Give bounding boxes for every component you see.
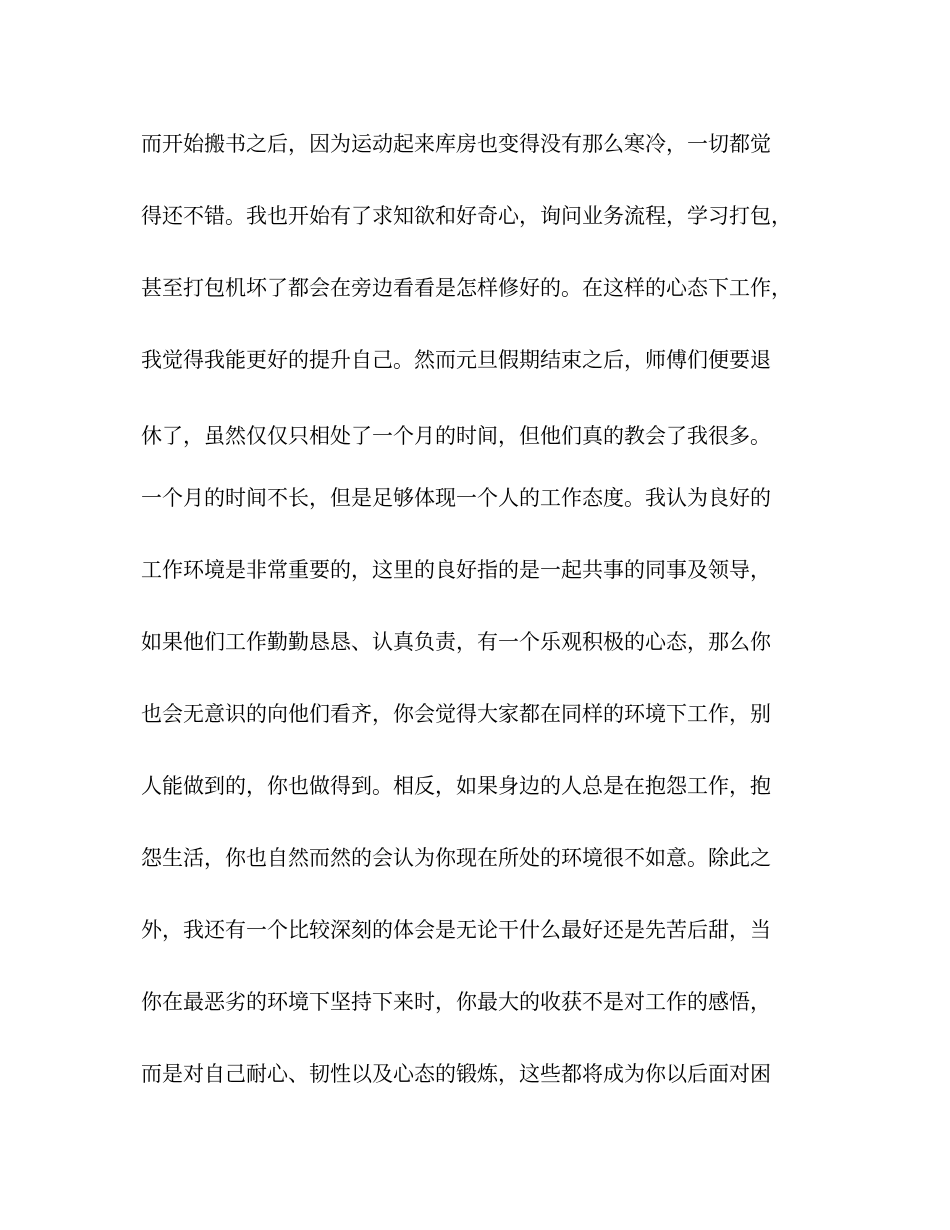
text-line: 也会无意识的向他们看齐，你会觉得大家都在同样的环境下工作，别	[141, 702, 771, 726]
text-line: 而是对自己耐心、韧性以及心态的锻炼，这些都将成为你以后面对困	[141, 1062, 771, 1086]
text-line: 休了，虽然仅仅只相处了一个月的时间，但他们真的教会了我很多。	[141, 424, 771, 448]
text-line: 工作环境是非常重要的，这里的良好指的是一起共事的同事及领导，	[141, 558, 771, 582]
text-line: 人能做到的，你也做得到。相反，如果身边的人总是在抱怨工作，抱	[141, 774, 771, 798]
text-line: 得还不错。我也开始有了求知欲和好奇心，询问业务流程，学习打包，	[141, 204, 792, 228]
text-line: 外，我还有一个比较深刻的体会是无论干什么最好还是先苦后甜，当	[141, 918, 771, 942]
text-line: 甚至打包机坏了都会在旁边看看是怎样修好的。在这样的心态下工作，	[141, 276, 792, 300]
text-line: 我觉得我能更好的提升自己。然而元旦假期结束之后，师傅们便要退	[141, 348, 771, 372]
text-line: 怨生活，你也自然而然的会认为你现在所处的环境很不如意。除此之	[141, 846, 771, 870]
text-line: 如果他们工作勤勤恳恳、认真负责，有一个乐观积极的心态，那么你	[141, 630, 771, 654]
text-line: 你在最恶劣的环境下坚持下来时，你最大的收获不是对工作的感悟，	[141, 990, 771, 1014]
text-line: 一个月的时间不长，但是足够体现一个人的工作态度。我认为良好的	[141, 486, 771, 510]
text-line: 而开始搬书之后，因为运动起来库房也变得没有那么寒冷，一切都觉	[141, 132, 771, 156]
